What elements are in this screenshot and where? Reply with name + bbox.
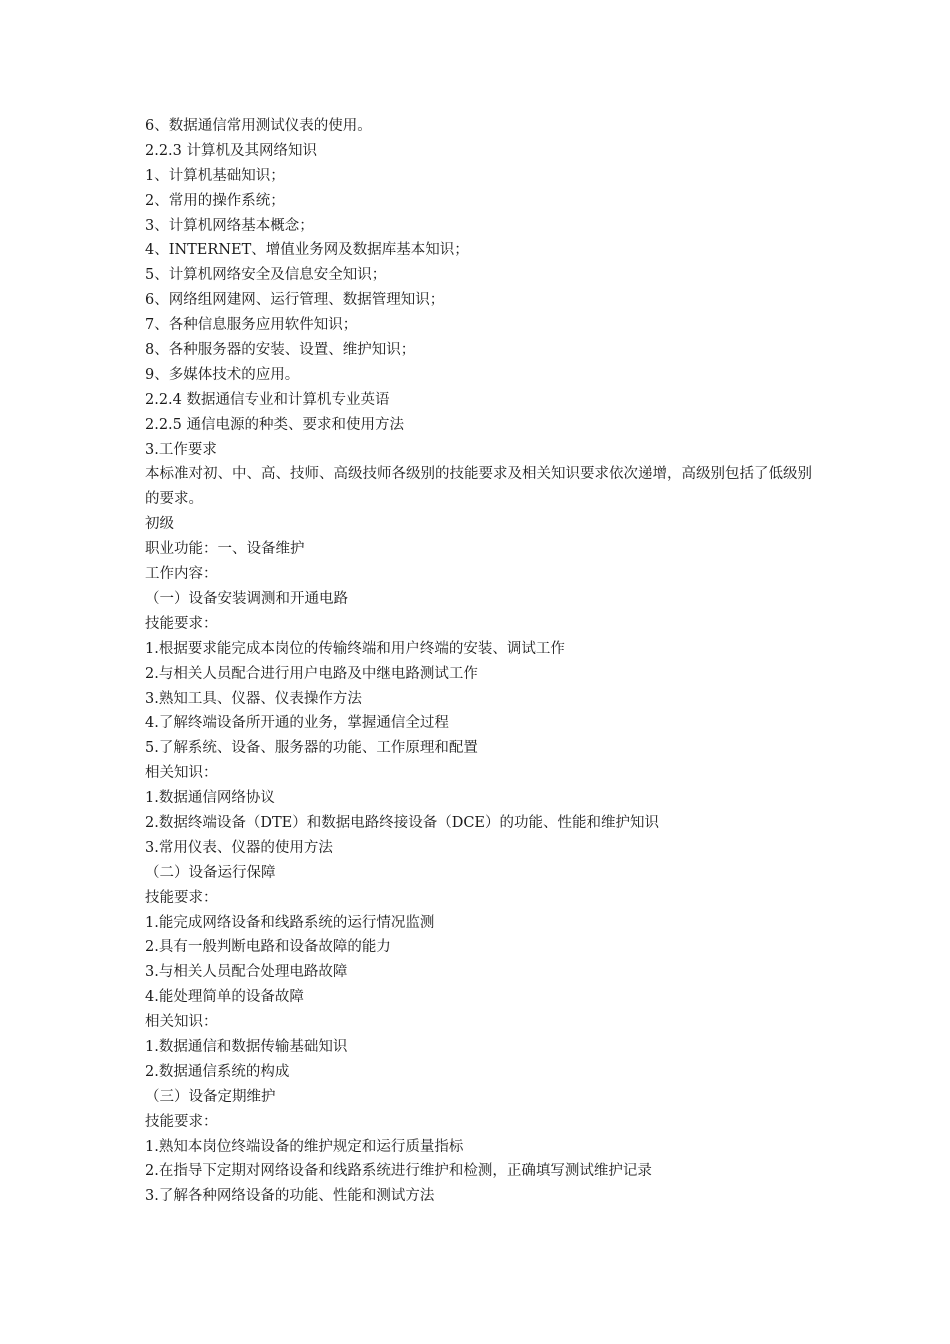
paragraph: 本标准对初、中、高、技师、高级技师各级别的技能要求及相关知识要求依次递增，高级别包括了低级别的要求。 [145,466,812,508]
list-item: 2.在指导下定期对网络设备和线路系统进行维护和检测，正确填写测试维护记录 [145,1163,652,1180]
list-item: 2.与相关人员配合进行用户电路及中继电路测试工作 [145,665,478,682]
list-item: 8、各种服务器的安装、设置、维护知识； [145,342,416,359]
list-item: 1、计算机基础知识； [145,167,285,184]
section-heading: 2.2.3 计算机及其网络知识 [145,142,318,159]
list-item: 3.常用仪表、仪器的使用方法 [145,839,333,856]
list-item: 4.能处理简单的设备故障 [145,989,304,1006]
list-item: 3.与相关人员配合处理电路故障 [145,964,348,981]
section-heading: 2.2.5 通信电源的种类、要求和使用方法 [145,416,405,433]
text-line: 技能要求： [145,615,218,632]
list-item: 1.能完成网络设备和线路系统的运行情况监测 [145,914,435,931]
list-item: 2.具有一般判断电路和设备故障的能力 [145,939,391,956]
subsection-heading: （一）设备安装调测和开通电路 [145,590,348,607]
list-item: 3.熟知工具、仪器、仪表操作方法 [145,690,362,707]
list-item: 2、常用的操作系统； [145,192,285,209]
level-heading: 初级 [145,516,174,533]
list-item: 1.根据要求能完成本岗位的传输终端和用户终端的安装、调试工作 [145,640,565,657]
text-line: 相关知识： [145,1014,218,1031]
list-item: 3、计算机网络基本概念； [145,217,314,234]
list-item: 3.了解各种网络设备的功能、性能和测试方法 [145,1188,435,1205]
list-item: 1.熟知本岗位终端设备的维护规定和运行质量指标 [145,1138,464,1155]
text-line: 工作内容： [145,566,218,583]
list-item: 9、多媒体技术的应用。 [145,366,300,383]
text-line: 6、数据通信常用测试仪表的使用。 [145,118,372,134]
document-page [145,114,815,1209]
text-line: 技能要求： [145,1113,218,1130]
text-line: 相关知识： [145,765,218,782]
subsection-heading: （三）设备定期维护 [145,1088,276,1105]
text-line: 职业功能：一、设备维护 [145,541,305,558]
list-item: 2.数据终端设备（DTE）和数据电路终接设备（DCE）的功能、性能和维护知识 [145,814,660,831]
list-item: 4、INTERNET、增值业务网及数据库基本知识； [145,242,469,259]
list-item: 7、各种信息服务应用软件知识； [145,317,358,334]
list-item: 5.了解系统、设备、服务器的功能、工作原理和配置 [145,740,478,757]
text-line: 技能要求： [145,889,218,906]
list-item: 5、计算机网络安全及信息安全知识； [145,267,387,284]
list-item: 4.了解终端设备所开通的业务，掌握通信全过程 [145,715,449,732]
list-item: 1.数据通信和数据传输基础知识 [145,1038,348,1055]
list-item: 2.数据通信系统的构成 [145,1063,290,1080]
section-heading: 3.工作要求 [145,441,217,458]
list-item: 1.数据通信网络协议 [145,790,275,807]
section-heading: 2.2.4 数据通信专业和计算机专业英语 [145,391,390,408]
subsection-heading: （二）设备运行保障 [145,864,276,881]
list-item: 6、网络组网建网、运行管理、数据管理知识； [145,292,445,309]
